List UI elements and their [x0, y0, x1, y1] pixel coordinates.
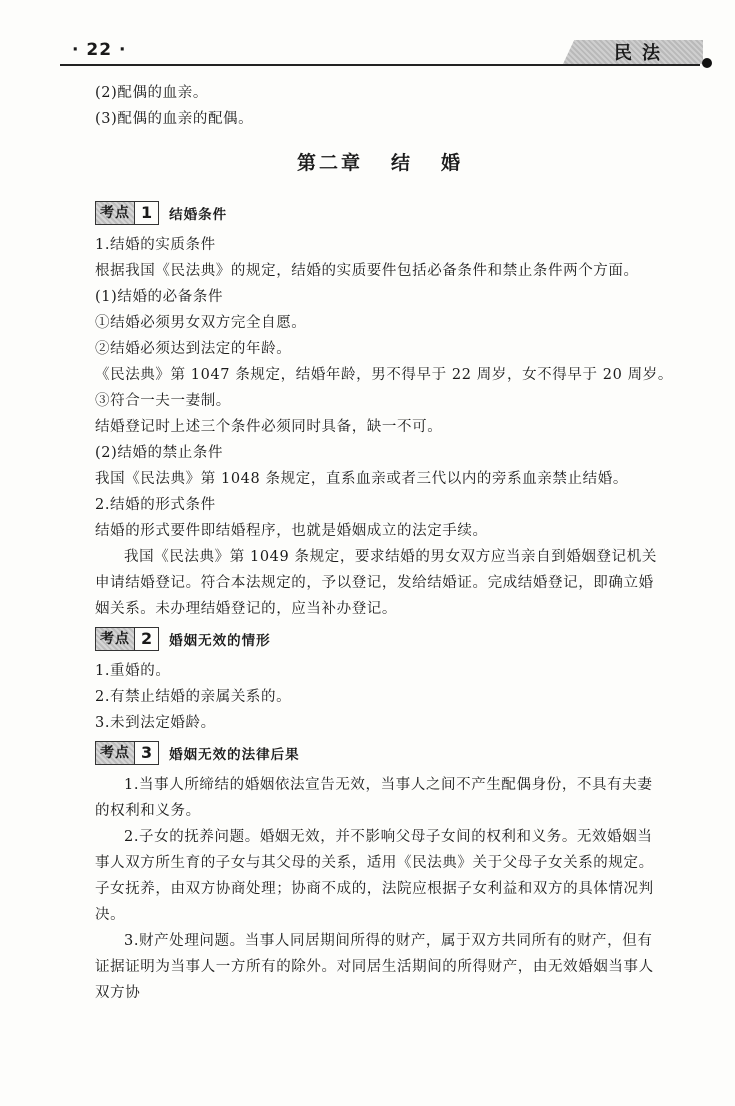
paragraph: 3.财产处理问题。当事人同居期间所得的财产，属于双方共同所有的财产，但有证据证明为当事人一方所有的除外。对同居生活期间的所得财产，由无效婚姻当事人双方协	[95, 933, 654, 1001]
text-line: 1.重婚的。	[95, 663, 171, 679]
text-line: (2)结婚的禁止条件	[95, 445, 224, 461]
chapter-word: 结	[390, 152, 413, 174]
text-line: ②结婚必须达到法定的年龄。	[95, 341, 292, 357]
kaodian-label: 考点	[96, 742, 134, 764]
text-line: 我国《民法典》第 1048 条规定，直系血亲或者三代以内的旁系血亲禁止结婚。	[95, 471, 628, 487]
text-line: 3.未到法定婚龄。	[95, 715, 216, 731]
chapter-number: 第二章	[296, 152, 363, 174]
paragraph: 2.子女的抚养问题。婚姻无效，并不影响父母子女间的权利和义务。无效婚姻当事人双方所生育的子女与其父母的关系，适用《民法典》关于父母子女关系的规定。子女抚养，由双方协商处理；协商不成的，法院应根据子女利益和双方的具体情况判决。	[95, 829, 654, 923]
header-dot	[702, 58, 712, 68]
page-header	[60, 38, 710, 70]
kaodian-title: 婚姻无效的情形	[169, 633, 271, 649]
text-line: 《民法典》第 1047 条规定，结婚年龄，男不得早于 22 周岁，女不得早于 20 周岁。	[95, 367, 673, 383]
text-line: (2)配偶的血亲。	[95, 85, 208, 101]
text-line: 结婚登记时上述三个条件必须同时具备，缺一不可。	[95, 419, 443, 435]
text-line: 根据我国《民法典》的规定，结婚的实质要件包括必备条件和禁止条件两个方面。	[95, 263, 639, 279]
text-line: 结婚的形式要件即结婚程序，也就是婚姻成立的法定手续。	[95, 523, 488, 539]
page-content	[95, 80, 673, 1006]
kaodian-number: 1	[134, 202, 158, 224]
kaodian-number: 2	[134, 628, 158, 650]
text-line: (1)结婚的必备条件	[95, 289, 224, 305]
paragraph: 1.当事人所缔结的婚姻依法宣告无效，当事人之间不产生配偶身份，不具有夫妻的权利和义务。	[95, 777, 653, 819]
kaodian-badge	[95, 201, 159, 225]
kaodian-title: 婚姻无效的法律后果	[169, 747, 300, 763]
chapter-title	[95, 148, 665, 178]
kaodian-label: 考点	[96, 202, 134, 224]
kaodian-badge	[95, 627, 159, 651]
text-line: 2.结婚的形式条件	[95, 497, 216, 513]
page-number: · 22 ·	[72, 40, 127, 60]
kaodian-heading	[95, 200, 665, 226]
header-rule	[60, 64, 700, 66]
kaodian-heading	[95, 740, 665, 766]
kaodian-number: 3	[134, 742, 158, 764]
text-line: 1.结婚的实质条件	[95, 237, 216, 253]
text-line: ①结婚必须男女双方完全自愿。	[95, 315, 307, 331]
kaodian-badge	[95, 741, 159, 765]
kaodian-heading	[95, 626, 665, 652]
text-line: ③符合一夫一妻制。	[95, 393, 231, 409]
text-line: 2.有禁止结婚的亲属关系的。	[95, 689, 292, 705]
chapter-word: 婚	[441, 152, 464, 174]
kaodian-title: 结婚条件	[169, 207, 228, 223]
kaodian-label: 考点	[96, 628, 134, 650]
section-label: 民法	[614, 43, 670, 64]
text-line: (3)配偶的血亲的配偶。	[95, 111, 254, 127]
paragraph: 我国《民法典》第 1049 条规定，要求结婚的男女双方应当亲自到婚姻登记机关申请结婚登记。符合本法规定的，予以登记，发给结婚证。完成结婚登记，即确立婚姻关系。未办理结婚登记的，应当补办登记。	[95, 549, 657, 617]
